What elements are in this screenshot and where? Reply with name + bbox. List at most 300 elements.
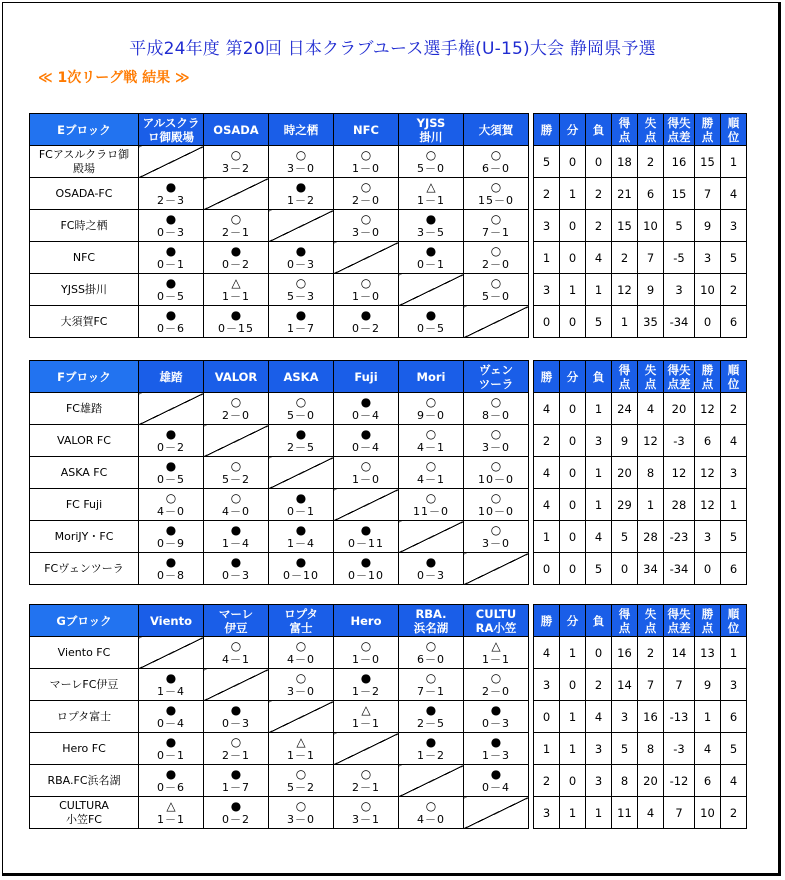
match-result xyxy=(269,242,334,274)
result-symbol: ● xyxy=(165,734,177,749)
match-result xyxy=(269,765,334,797)
result-score: 11－0 xyxy=(413,504,449,518)
stat-header-line: 点 xyxy=(701,129,714,144)
result-score: 1－1 xyxy=(352,716,380,730)
stat-value: 3 xyxy=(721,669,747,701)
result-score: 2－0 xyxy=(352,193,380,207)
result-symbol: ● xyxy=(165,426,177,441)
team-name-line: YJSS掛川 xyxy=(61,282,107,296)
match-result xyxy=(464,765,529,797)
block-header-row xyxy=(30,361,747,393)
stat-value: 0 xyxy=(560,393,586,425)
result-score: 0－2 xyxy=(222,257,250,271)
opponent-header xyxy=(139,361,204,393)
result-symbol: ○ xyxy=(230,458,242,473)
stat-value: 9 xyxy=(695,669,721,701)
match-result xyxy=(399,457,464,489)
result-score: 0－1 xyxy=(287,504,315,518)
stat-header-line: 得失 xyxy=(667,606,691,621)
team-row xyxy=(30,274,747,306)
team-name-line: Viento FC xyxy=(57,645,111,659)
stat-header xyxy=(586,114,612,146)
stat-header-line: 順 xyxy=(727,606,740,621)
team-row xyxy=(30,489,747,521)
stat-value: 24 xyxy=(612,393,638,425)
result-symbol: ● xyxy=(230,798,242,813)
match-result xyxy=(399,146,464,178)
team-name-line: マーレFC伊豆 xyxy=(49,677,119,691)
opponent-header-line: 浜名湖 xyxy=(413,620,449,635)
match-result xyxy=(204,393,269,425)
block-name: Fブロック xyxy=(30,361,139,393)
match-result xyxy=(464,178,529,210)
result-symbol: ○ xyxy=(425,147,437,162)
team-name xyxy=(30,637,139,669)
result-symbol: ● xyxy=(425,211,437,226)
opponent-header-line: 富士 xyxy=(289,620,313,635)
stat-header-line: 負 xyxy=(592,369,605,384)
match-result xyxy=(334,146,399,178)
result-score: 7－1 xyxy=(417,684,445,698)
result-symbol: ● xyxy=(165,179,177,194)
result-symbol: ○ xyxy=(230,394,242,409)
match-result xyxy=(399,701,464,733)
result-score: 2－3 xyxy=(157,193,185,207)
match-result xyxy=(464,669,529,701)
result-score: 5－2 xyxy=(222,472,250,486)
result-symbol: △ xyxy=(361,702,371,717)
stat-value: 10 xyxy=(695,274,721,306)
stat-value: 0 xyxy=(560,765,586,797)
stat-value: 15 xyxy=(695,146,721,178)
team-name xyxy=(30,178,139,210)
result-score: 5－2 xyxy=(287,780,315,794)
opponent-header xyxy=(334,605,399,637)
match-result xyxy=(399,797,464,829)
result-symbol: ○ xyxy=(490,243,502,258)
stat-value: 3 xyxy=(695,521,721,553)
team-name-line: FC Fuji xyxy=(65,497,103,511)
stat-value: 0 xyxy=(695,306,721,338)
result-score: 1－2 xyxy=(287,193,315,207)
stat-value: 2 xyxy=(534,765,560,797)
stat-value: 1 xyxy=(560,797,586,829)
team-name xyxy=(30,146,139,178)
result-score: 3－0 xyxy=(352,225,380,239)
result-symbol: ● xyxy=(230,766,242,781)
stat-value: 6 xyxy=(721,701,747,733)
stat-value: 4 xyxy=(534,637,560,669)
result-symbol: ○ xyxy=(295,638,307,653)
stat-value: 2 xyxy=(534,425,560,457)
stat-value: 3 xyxy=(695,242,721,274)
result-symbol: △ xyxy=(166,798,176,813)
match-result xyxy=(269,178,334,210)
stat-value: 1 xyxy=(534,521,560,553)
match-result xyxy=(269,521,334,553)
result-score: 4－0 xyxy=(417,812,445,826)
result-symbol: ● xyxy=(230,522,242,537)
result-score: 1－4 xyxy=(157,684,185,698)
match-result xyxy=(269,425,334,457)
result-score: 5－3 xyxy=(287,289,315,303)
opponent-header xyxy=(269,114,334,146)
stat-value: -12 xyxy=(664,765,695,797)
opponent-header-line: 掛川 xyxy=(419,129,443,144)
match-result xyxy=(139,306,204,338)
result-symbol: ○ xyxy=(230,734,242,749)
opponent-header-line: ツーラ xyxy=(478,376,514,391)
stat-value: 4 xyxy=(721,178,747,210)
stat-header xyxy=(695,114,721,146)
stat-value: 0 xyxy=(560,242,586,274)
stat-header xyxy=(560,114,586,146)
stat-header-line: 失 xyxy=(644,606,657,621)
opponent-header-line: CULTU xyxy=(475,606,517,621)
stat-value: 9 xyxy=(612,425,638,457)
team-row xyxy=(30,521,747,553)
result-score: 1－1 xyxy=(287,748,315,762)
stat-header-line: 得 xyxy=(618,115,631,130)
result-symbol: ● xyxy=(165,307,177,322)
result-score: 0－5 xyxy=(157,472,185,486)
stat-value: 2 xyxy=(612,242,638,274)
team-row xyxy=(30,242,747,274)
result-symbol: ● xyxy=(490,734,502,749)
result-score: 4－0 xyxy=(222,504,250,518)
stat-value: 8 xyxy=(638,457,664,489)
match-result xyxy=(269,489,334,521)
stat-value: 6 xyxy=(695,425,721,457)
stat-header xyxy=(638,114,664,146)
stat-value: 3 xyxy=(586,765,612,797)
match-result xyxy=(204,733,269,765)
stat-value: 18 xyxy=(612,146,638,178)
result-score: 1－3 xyxy=(482,748,510,762)
opponent-header-line: 伊豆 xyxy=(224,620,248,635)
stat-value: 0 xyxy=(560,210,586,242)
result-score: 5－0 xyxy=(287,408,315,422)
opponent-header xyxy=(464,361,529,393)
team-row xyxy=(30,146,747,178)
opponent-header-line: YJSS xyxy=(416,115,446,130)
match-result xyxy=(204,210,269,242)
opponent-header xyxy=(399,605,464,637)
match-result xyxy=(334,306,399,338)
result-symbol: ○ xyxy=(490,670,502,685)
result-score: 1－0 xyxy=(352,472,380,486)
stat-value: 1 xyxy=(560,274,586,306)
stat-value: 13 xyxy=(695,637,721,669)
stat-value: 4 xyxy=(721,765,747,797)
team-name xyxy=(30,765,139,797)
self-match-cell xyxy=(399,521,464,553)
team-name xyxy=(30,669,139,701)
team-name-line: FCアスルクラロ御 xyxy=(38,147,130,161)
result-score: 2－1 xyxy=(222,748,250,762)
stat-header xyxy=(534,361,560,393)
self-match-cell xyxy=(399,274,464,306)
stat-header xyxy=(664,605,695,637)
team-name xyxy=(30,489,139,521)
opponent-header xyxy=(204,114,269,146)
match-result xyxy=(399,669,464,701)
match-result xyxy=(204,765,269,797)
stat-value: 9 xyxy=(695,210,721,242)
match-result xyxy=(139,797,204,829)
team-name xyxy=(30,733,139,765)
team-row xyxy=(30,553,747,585)
stat-header-line: 点 xyxy=(644,129,657,144)
stat-value: 4 xyxy=(586,242,612,274)
result-score: 0－1 xyxy=(157,748,185,762)
self-match-cell xyxy=(334,242,399,274)
opponent-header xyxy=(399,114,464,146)
team-name xyxy=(30,274,139,306)
stat-value: 0 xyxy=(586,637,612,669)
opponent-header xyxy=(269,605,334,637)
result-symbol: ○ xyxy=(490,522,502,537)
match-result xyxy=(464,457,529,489)
match-result xyxy=(204,146,269,178)
result-symbol: ● xyxy=(295,490,307,505)
stat-header xyxy=(695,605,721,637)
stat-value: 1 xyxy=(612,306,638,338)
stat-value: 1 xyxy=(586,457,612,489)
team-row xyxy=(30,457,747,489)
team-name-line: FCヴェンツーラ xyxy=(44,561,124,575)
stat-value: 6 xyxy=(721,553,747,585)
team-name-line: FC雄踏 xyxy=(65,401,102,415)
stat-value: 2 xyxy=(586,210,612,242)
stat-header-line: 点 xyxy=(618,620,631,635)
team-name xyxy=(30,457,139,489)
match-result xyxy=(269,274,334,306)
result-score: 0－6 xyxy=(157,780,185,794)
match-result xyxy=(269,393,334,425)
result-score: 6－0 xyxy=(482,161,510,175)
result-symbol: ○ xyxy=(230,490,242,505)
self-match-cell xyxy=(139,146,204,178)
result-symbol: ○ xyxy=(425,458,437,473)
match-result xyxy=(204,242,269,274)
match-result xyxy=(334,637,399,669)
result-score: 3－0 xyxy=(482,536,510,550)
match-result xyxy=(204,274,269,306)
opponent-header-line: マーレ xyxy=(218,606,254,621)
stat-value: 12 xyxy=(664,457,695,489)
match-result xyxy=(399,637,464,669)
team-name xyxy=(30,306,139,338)
match-result xyxy=(204,637,269,669)
stat-header xyxy=(612,114,638,146)
result-score: 1－1 xyxy=(482,652,510,666)
result-score: 10－0 xyxy=(478,504,514,518)
stat-header-line: 得失 xyxy=(667,115,691,130)
team-row xyxy=(30,797,747,829)
stat-header-line: 勝 xyxy=(701,115,714,130)
result-score: 0－1 xyxy=(417,257,445,271)
stat-header-line: 分 xyxy=(566,122,579,137)
match-result xyxy=(334,425,399,457)
self-match-cell xyxy=(269,210,334,242)
stat-header-line: 順 xyxy=(727,115,740,130)
stat-value: 5 xyxy=(586,306,612,338)
team-name-line: Hero FC xyxy=(62,741,106,755)
opponent-header xyxy=(334,361,399,393)
stat-value: 0 xyxy=(560,553,586,585)
result-symbol: ● xyxy=(295,554,307,569)
result-symbol: ● xyxy=(295,243,307,258)
stat-value: 4 xyxy=(586,521,612,553)
match-result xyxy=(269,306,334,338)
result-symbol: ○ xyxy=(490,426,502,441)
stat-value: 1 xyxy=(721,489,747,521)
result-score: 0－2 xyxy=(222,812,250,826)
match-result xyxy=(399,306,464,338)
result-symbol: ● xyxy=(295,522,307,537)
result-symbol: ○ xyxy=(360,275,372,290)
block-table xyxy=(29,604,747,829)
stat-value: 16 xyxy=(612,637,638,669)
result-score: 1－1 xyxy=(417,193,445,207)
opponent-header-line: 大須賀 xyxy=(478,122,514,137)
team-row xyxy=(30,733,747,765)
result-symbol: ● xyxy=(490,766,502,781)
result-symbol: ● xyxy=(230,702,242,717)
result-score: 4－0 xyxy=(287,652,315,666)
result-symbol: ○ xyxy=(360,147,372,162)
match-result xyxy=(139,274,204,306)
stat-value: 1 xyxy=(534,242,560,274)
result-symbol: ● xyxy=(425,243,437,258)
match-result xyxy=(399,210,464,242)
result-score: 0－4 xyxy=(352,440,380,454)
stat-value: 35 xyxy=(638,306,664,338)
stat-value: 3 xyxy=(721,210,747,242)
stat-value: 1 xyxy=(638,489,664,521)
match-result xyxy=(204,457,269,489)
stat-header-line: 点差 xyxy=(667,376,691,391)
stat-header xyxy=(612,605,638,637)
result-score: 7－1 xyxy=(482,225,510,239)
match-result xyxy=(334,210,399,242)
opponent-header-line: RA小笠 xyxy=(475,620,517,635)
team-name-line: MoriJY・FC xyxy=(54,529,114,543)
stat-value: 2 xyxy=(638,146,664,178)
result-score: 6－0 xyxy=(417,652,445,666)
result-symbol: ● xyxy=(165,211,177,226)
opponent-header-line: Fuji xyxy=(354,369,378,384)
stat-value: 0 xyxy=(612,553,638,585)
team-row xyxy=(30,306,747,338)
stat-value: 15 xyxy=(612,210,638,242)
opponent-header-line: ヴェン xyxy=(478,362,514,377)
team-name-line: RBA.FC浜名湖 xyxy=(47,773,121,787)
stat-value: 0 xyxy=(560,489,586,521)
stat-value: 1 xyxy=(586,274,612,306)
stat-value: 12 xyxy=(638,425,664,457)
match-result xyxy=(139,733,204,765)
match-result xyxy=(139,178,204,210)
stat-value: 5 xyxy=(721,733,747,765)
result-symbol: △ xyxy=(296,734,306,749)
result-symbol: △ xyxy=(231,275,241,290)
result-symbol: ● xyxy=(295,179,307,194)
match-result xyxy=(334,178,399,210)
match-result xyxy=(269,669,334,701)
stat-header-line: 点 xyxy=(618,376,631,391)
team-name-line: 殿場 xyxy=(73,161,95,175)
result-symbol: ● xyxy=(230,307,242,322)
match-result xyxy=(334,521,399,553)
team-row xyxy=(30,669,747,701)
stat-header-line: 勝 xyxy=(540,613,553,628)
result-symbol: ○ xyxy=(490,394,502,409)
stat-value: 16 xyxy=(664,146,695,178)
result-score: 1－7 xyxy=(287,321,315,335)
stat-value: 4 xyxy=(695,733,721,765)
result-symbol: ○ xyxy=(490,458,502,473)
stat-value: 12 xyxy=(695,393,721,425)
match-result xyxy=(399,733,464,765)
stat-value: 1 xyxy=(586,393,612,425)
result-symbol: ● xyxy=(425,734,437,749)
stat-header xyxy=(586,361,612,393)
stat-value: 11 xyxy=(612,797,638,829)
team-name-line: ロプタ富士 xyxy=(56,709,112,723)
team-row xyxy=(30,393,747,425)
stat-value: 14 xyxy=(612,669,638,701)
result-score: 0－10 xyxy=(283,568,319,582)
stat-value: -34 xyxy=(664,306,695,338)
stat-value: 2 xyxy=(721,393,747,425)
stat-value: 7 xyxy=(664,797,695,829)
stat-value: 28 xyxy=(638,521,664,553)
stat-value: -34 xyxy=(664,553,695,585)
stat-value: 20 xyxy=(638,765,664,797)
team-name-line: NFC xyxy=(72,250,96,264)
team-name-line: 大須賀FC xyxy=(60,314,108,328)
stat-value: 1 xyxy=(586,489,612,521)
opponent-header-line: ロプタ xyxy=(284,606,318,621)
page-subtitle: ≪ 1次リーグ戦 結果 ≫ xyxy=(38,70,190,86)
result-score: 2－0 xyxy=(482,684,510,698)
match-result xyxy=(464,425,529,457)
result-score: 0－4 xyxy=(157,716,185,730)
stat-value: 1 xyxy=(560,637,586,669)
stat-header xyxy=(534,605,560,637)
match-result xyxy=(204,553,269,585)
result-score: 2－1 xyxy=(352,780,380,794)
result-symbol: ○ xyxy=(295,670,307,685)
stat-header xyxy=(721,361,747,393)
team-name xyxy=(30,553,139,585)
stat-value: 0 xyxy=(560,306,586,338)
stat-value: 20 xyxy=(612,457,638,489)
team-row xyxy=(30,637,747,669)
result-score: 0－5 xyxy=(417,321,445,335)
stat-value: 10 xyxy=(638,210,664,242)
stat-value: 2 xyxy=(534,178,560,210)
self-match-cell xyxy=(464,797,529,829)
stat-header xyxy=(721,114,747,146)
opponent-header-line: RBA. xyxy=(415,606,447,621)
result-score: 5－0 xyxy=(482,289,510,303)
stat-value: 6 xyxy=(695,765,721,797)
result-score: 2－0 xyxy=(222,408,250,422)
stat-value: 3 xyxy=(721,457,747,489)
